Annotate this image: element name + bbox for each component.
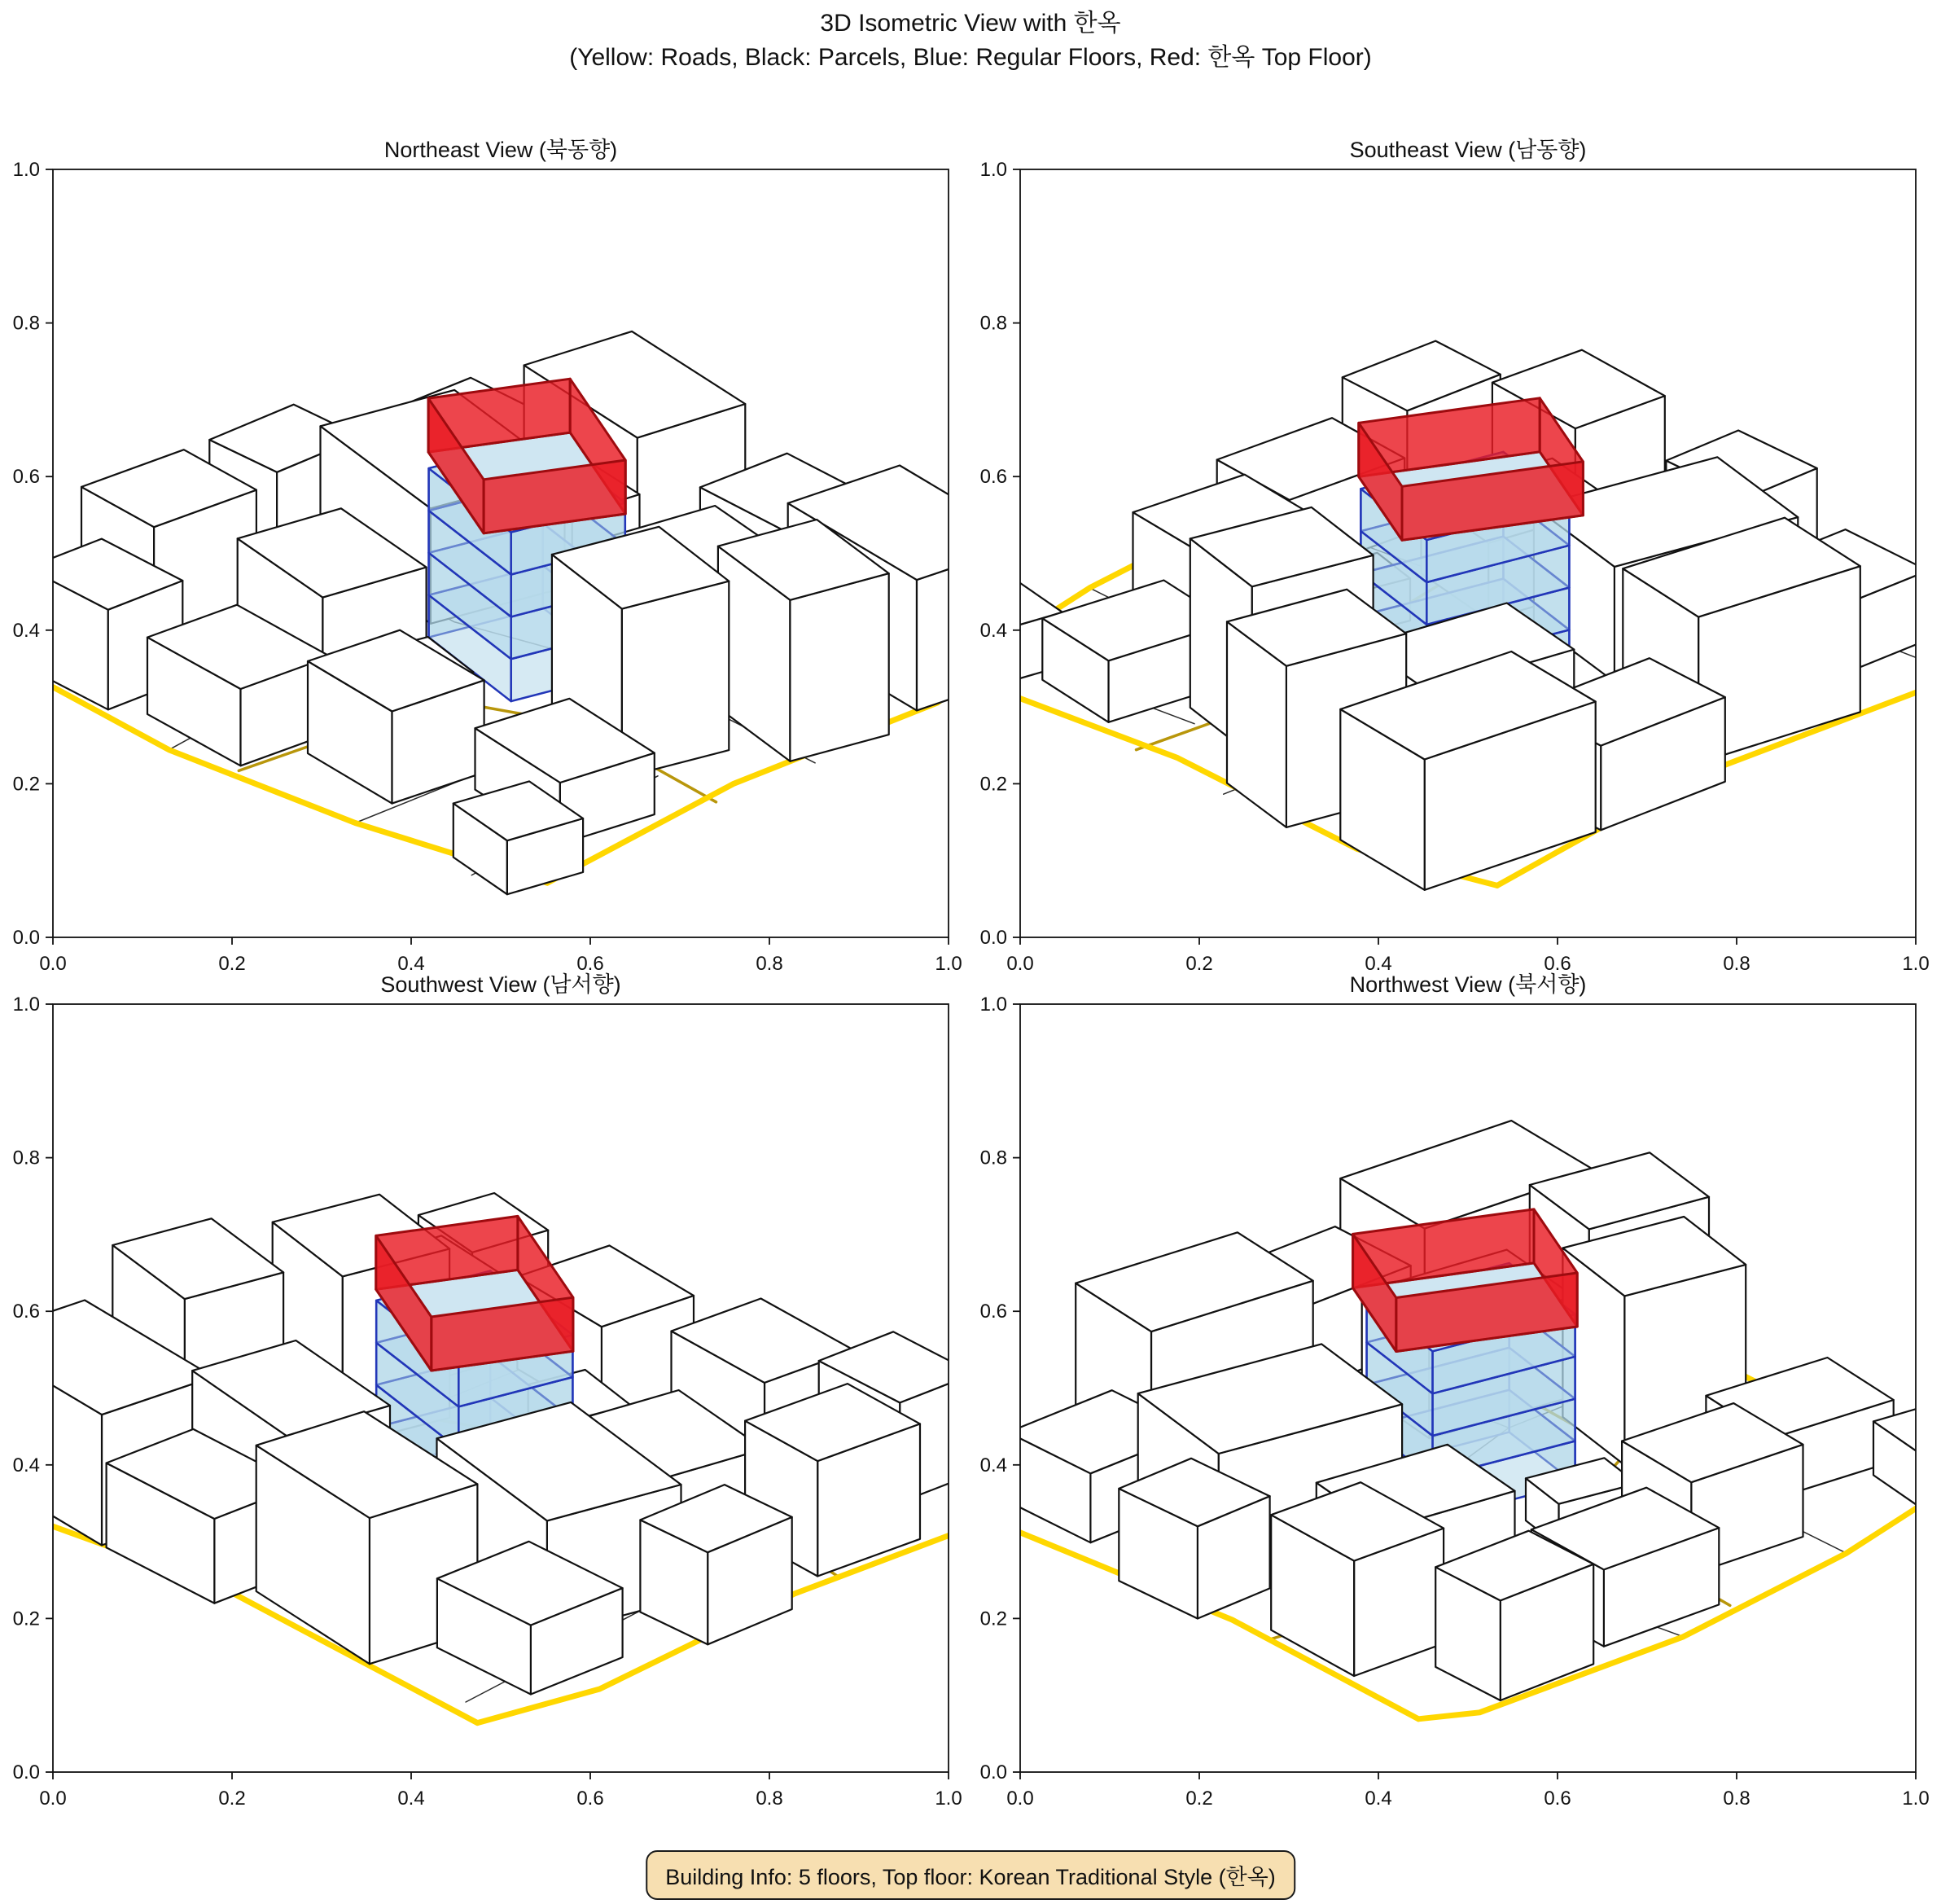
x-tick-label: 0.6 xyxy=(1544,1788,1571,1810)
subplot-northwest-title: Northwest View (북서향) xyxy=(1349,972,1587,997)
y-tick-label: 1.0 xyxy=(979,159,1007,181)
y-tick-label: 0.6 xyxy=(979,466,1007,489)
x-tick-label: 0.4 xyxy=(397,1788,425,1810)
y-tick-label: 0.2 xyxy=(12,773,40,796)
y-tick-label: 0.2 xyxy=(979,1608,1007,1630)
x-tick-label: 0.4 xyxy=(397,953,425,975)
x-tick-label: 0.6 xyxy=(576,953,604,975)
x-tick-label: 1.0 xyxy=(1902,953,1930,975)
figure-title-line2: (Yellow: Roads, Black: Parcels, Blue: Regular Floors, Red: 한옥 Top Floor) xyxy=(569,44,1372,71)
subplot-southwest-title: Southwest View (남서향) xyxy=(380,972,621,997)
subplot-northeast-title: Northeast View (북동향) xyxy=(383,138,618,162)
y-tick-label: 0.8 xyxy=(12,1147,40,1169)
x-tick-label: 0.0 xyxy=(39,953,67,975)
x-tick-label: 0.8 xyxy=(756,1788,783,1810)
buildings-layer xyxy=(0,1193,975,1695)
x-tick-label: 1.0 xyxy=(1902,1788,1930,1810)
x-tick-label: 0.6 xyxy=(576,1788,604,1810)
x-tick-label: 0.8 xyxy=(756,953,783,975)
scene-northeast xyxy=(0,331,1028,894)
x-tick-label: 0.4 xyxy=(1365,953,1392,975)
y-tick-label: 0.0 xyxy=(979,927,1007,949)
x-tick-label: 0.0 xyxy=(39,1788,67,1810)
figure-title xyxy=(0,7,1941,75)
buildings-layer xyxy=(27,331,1028,894)
y-tick-label: 0.4 xyxy=(979,619,1007,642)
subplot-southeast xyxy=(967,121,1941,975)
y-tick-label: 0.4 xyxy=(12,619,40,642)
buildings-layer xyxy=(1008,1121,1941,1700)
y-tick-label: 1.0 xyxy=(12,159,40,181)
scene-southeast xyxy=(931,341,1941,890)
x-tick-label: 1.0 xyxy=(935,1788,962,1810)
x-tick-label: 0.2 xyxy=(218,1788,246,1810)
y-tick-label: 0.6 xyxy=(12,466,40,489)
x-tick-label: 1.0 xyxy=(935,953,962,975)
y-tick-label: 1.0 xyxy=(979,994,1007,1016)
scene-northwest xyxy=(944,1121,1941,1719)
x-tick-label: 0.0 xyxy=(1006,1788,1034,1810)
x-tick-label: 0.2 xyxy=(1185,953,1213,975)
x-tick-label: 0.8 xyxy=(1723,1788,1750,1810)
building-info-box xyxy=(646,1850,1295,1900)
y-tick-label: 0.0 xyxy=(979,1761,1007,1783)
subplot-northwest-canvas xyxy=(967,955,1941,1810)
y-tick-label: 0.6 xyxy=(12,1301,40,1323)
x-tick-label: 0.4 xyxy=(1365,1788,1392,1810)
buildings-layer xyxy=(931,341,1928,890)
y-tick-label: 0.2 xyxy=(12,1608,40,1630)
building-info-text: Building Info: 5 floors, Top floor: Korean Traditional Style (한옥) xyxy=(665,1865,1276,1889)
subplot-southwest-canvas xyxy=(0,955,974,1810)
subplot-northwest xyxy=(967,955,1941,1810)
x-tick-label: 0.2 xyxy=(1185,1788,1213,1810)
figure-title-line1: 3D Isometric View with 한옥 xyxy=(820,10,1121,37)
y-tick-label: 0.8 xyxy=(979,312,1007,335)
scene-southwest xyxy=(0,1193,1016,1723)
y-tick-label: 0.4 xyxy=(979,1454,1007,1476)
y-tick-label: 1.0 xyxy=(12,994,40,1016)
y-tick-label: 0.6 xyxy=(979,1301,1007,1323)
y-tick-label: 0.4 xyxy=(12,1454,40,1476)
x-tick-label: 0.0 xyxy=(1006,953,1034,975)
subplot-southeast-title: Southeast View (남동향) xyxy=(1349,138,1587,162)
y-tick-label: 0.0 xyxy=(12,927,40,949)
subplot-southwest xyxy=(0,955,974,1810)
y-tick-label: 0.8 xyxy=(979,1147,1007,1169)
x-tick-label: 0.6 xyxy=(1544,953,1571,975)
y-tick-label: 0.8 xyxy=(12,312,40,335)
x-tick-label: 0.8 xyxy=(1723,953,1750,975)
subplot-northeast-canvas xyxy=(0,121,974,975)
y-tick-label: 0.0 xyxy=(12,1761,40,1783)
subplot-southeast-canvas xyxy=(967,121,1941,975)
x-tick-label: 0.2 xyxy=(218,953,246,975)
subplot-northeast xyxy=(0,121,974,975)
y-tick-label: 0.2 xyxy=(979,773,1007,796)
